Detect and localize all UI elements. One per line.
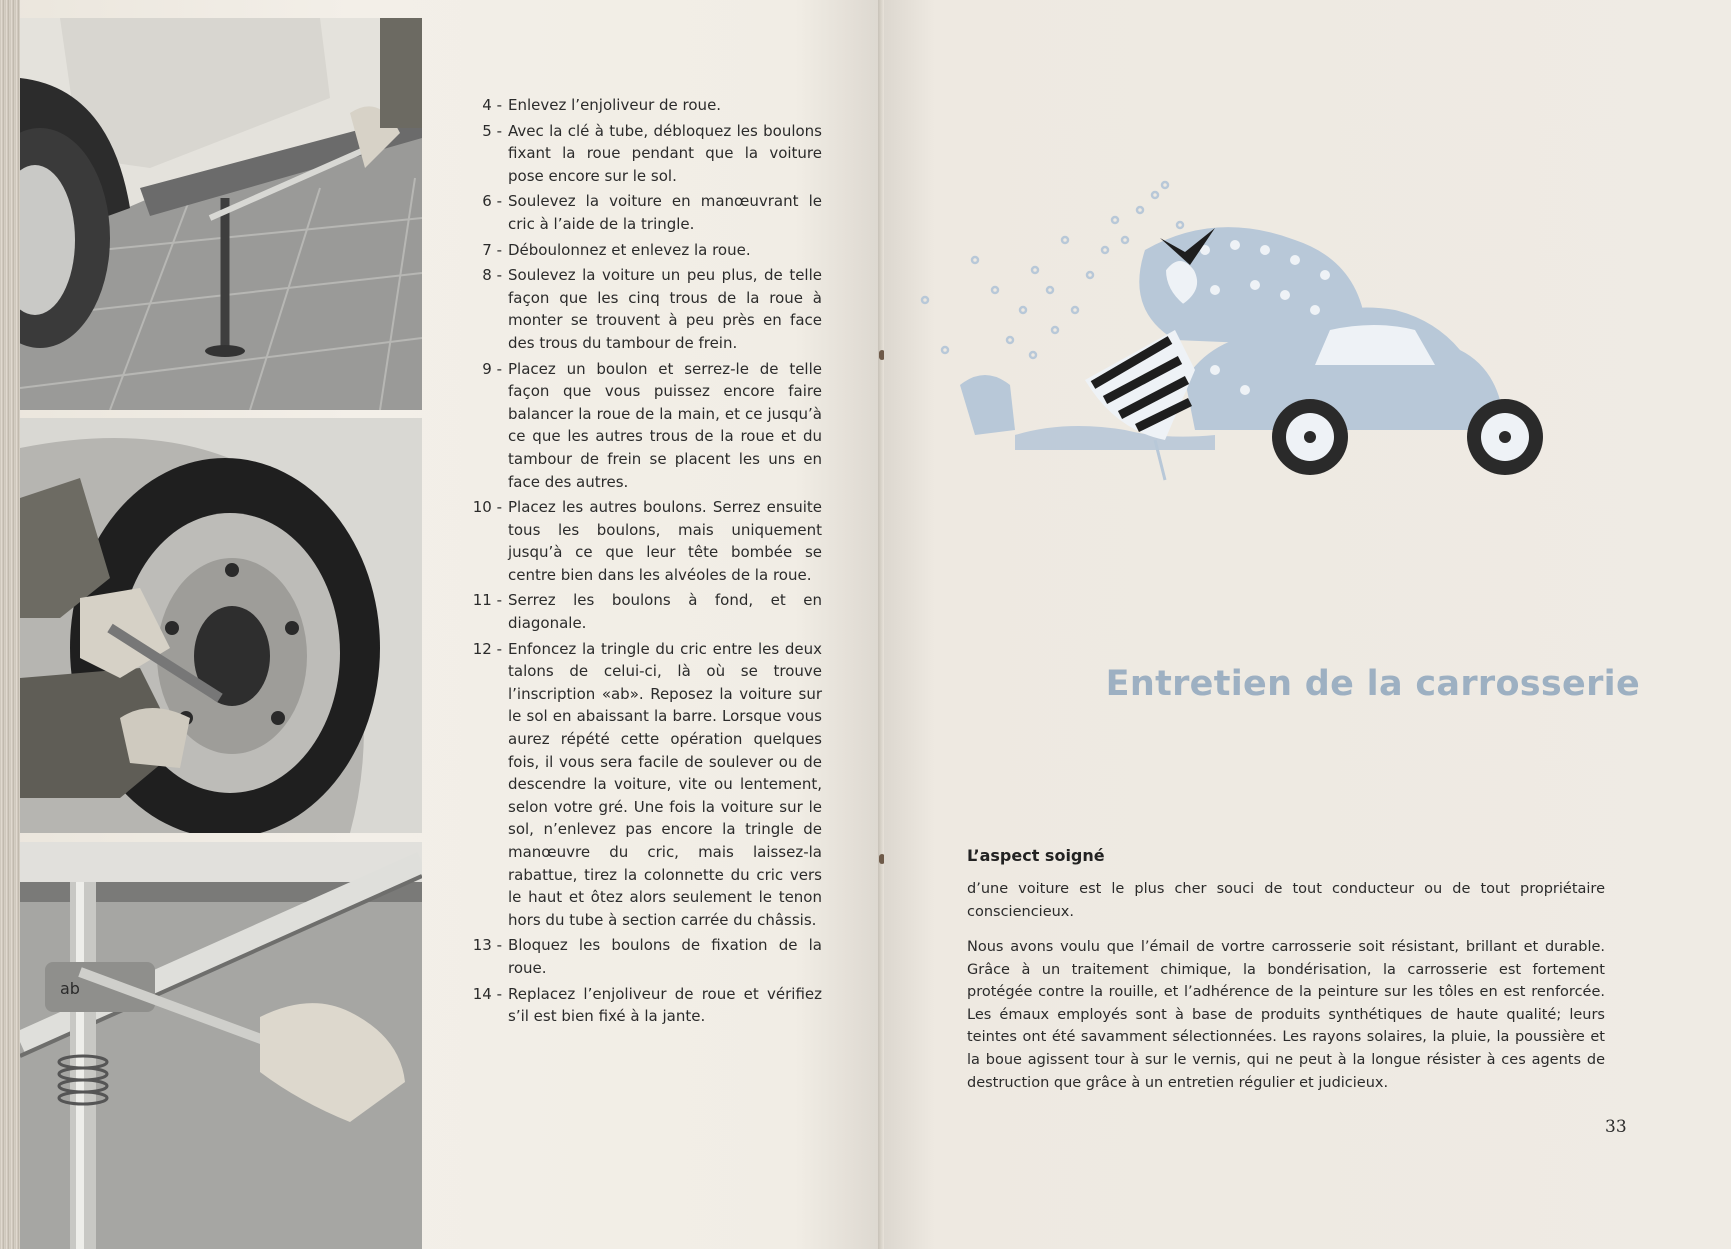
section-heading: L’aspect soigné [967, 846, 1105, 865]
instruction-step [462, 358, 822, 494]
step-text: Replacez l’enjoliveur de roue et vérifiez s’il est bien fixé à la jante. [508, 984, 822, 1026]
instruction-step [462, 934, 822, 979]
step-number: 6 - [482, 192, 502, 211]
instruction-step [462, 120, 822, 188]
instruction-step [462, 983, 822, 1028]
step-number: 13 - [472, 936, 502, 955]
step-text: Soulevez la voiture un peu plus, de telle façon que les cinq trous de la roue à monter se trouvent à peu près en face des trous du tambour de frein. [508, 266, 822, 352]
step-text: Avec la clé à tube, débloquez les boulons fixant la roue pendant que la voiture pose encore sur le sol. [508, 121, 822, 185]
step-text: Placez les autres boulons. Serrez ensuite tous les boulons, mais uniquement jusqu’à ce que leur tête bombée se centre bien dans les alvéoles de la roue. [508, 498, 822, 584]
step-text: Déboulonnez et enlevez la roue. [508, 240, 751, 259]
step-number: 14 - [472, 984, 502, 1003]
step-number: 11 - [472, 591, 502, 610]
instruction-step [462, 496, 822, 586]
step-number: 8 - [482, 266, 502, 285]
jack-ab-label: ab [60, 979, 80, 998]
instruction-step [462, 589, 822, 634]
step-text: Placez un boulon et serrez-le de telle façon que vous puissez encore faire balancer la roue de la main, et ce jusqu’à ce que les autres trous de la roue et du tambour de frein se placent les uns en face des autres. [508, 359, 822, 491]
chapter-title: Entretien de la carrosserie [1105, 664, 1640, 704]
step-text: Enlevez l’enjoliveur de roue. [508, 96, 722, 114]
step-number: 9 - [482, 359, 502, 378]
step-text: Enfoncez la tringle du cric entre les deux talons de celui-ci, là où se trouve l’inscription «ab». Reposez la voiture sur le sol en abaissant la barre. Lorsque vous aurez répété cette opération quelques fois, il vous sera facile de soulever ou de descendre la voiture, vite ou lentement, selon votre gré. Une fois la voiture sur le sol, n’enlevez pas encore la tringle de manœuvre du cric, mais laissez-la rabattue, tirez la colonnette du cric vers le haut et ôtez alors seulement le tenon hors du tube à section carrée du châssis. [508, 639, 822, 929]
instruction-list [462, 94, 822, 1031]
photo-jack-closeup [20, 842, 422, 1249]
step-number: 4 - [482, 96, 502, 114]
instruction-step [462, 190, 822, 235]
photo-jack-under-car [20, 18, 422, 410]
step-number: 7 - [482, 240, 502, 259]
paragraph-body: Nous avons voulu que l’émail de vortre carrosserie soit résistant, brillant et durable. Grâce à un traitement chimique, la bondérisation, la carrosserie est fortement protégée contre la rouille, et l’adhérence de la peinture sur les tôles en est renforcée. Les émaux employés sont à base de produits synthétiques de haute qualité; leurs teintes ont été savamment sélectionnées. Les rayons solaires, la pluie, la poussière et la boue agissent tour à sur le vernis, qui ne peut à la longue résister à ces agents de destruction que grâce à un entretien régulier et judicieux. [967, 939, 1605, 1091]
step-number: 12 - [472, 639, 502, 658]
step-text: Bloquez les boulons de fixation de la roue. [508, 936, 822, 977]
car-wash-illustration [915, 180, 1575, 500]
photo-wheel-wrench [20, 418, 422, 833]
instruction-step [462, 239, 822, 262]
step-text: Serrez les boulons à fond, et en diagonale. [508, 591, 822, 633]
page-number: 33 [1605, 1117, 1627, 1137]
step-number: 5 - [482, 121, 502, 140]
instruction-step [462, 94, 822, 117]
step-text: Soulevez la voiture en manœuvrant le cric à l’aide de la tringle. [508, 192, 822, 233]
page-edges [0, 0, 20, 1249]
instruction-step [462, 638, 822, 932]
paragraph-intro: d’une voiture est le plus cher souci de tout conducteur ou de tout propriétaire consciencieux. [967, 881, 1605, 920]
instruction-step [462, 264, 822, 354]
step-number: 10 - [472, 498, 502, 517]
